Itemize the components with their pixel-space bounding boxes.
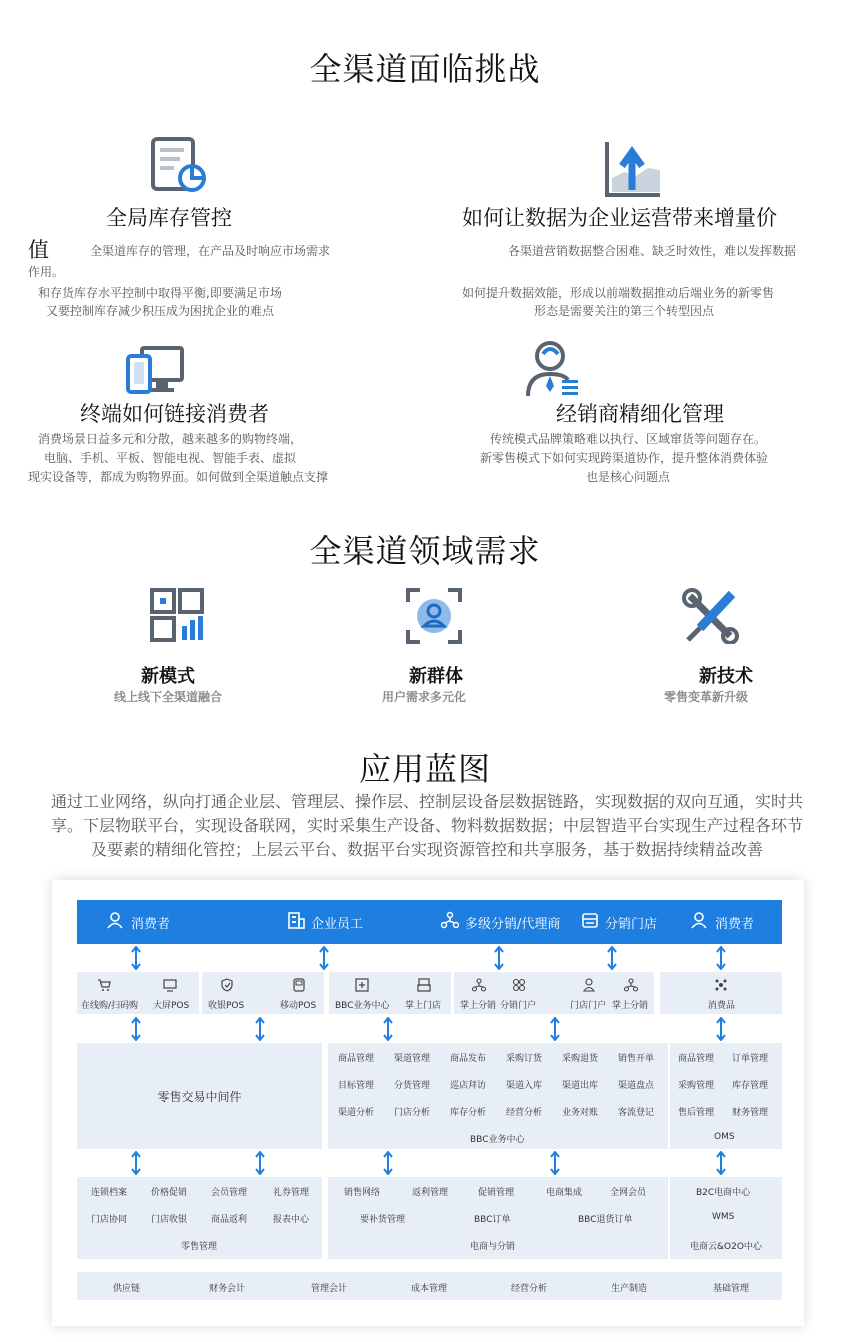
challenge-desc-1-line3: 和存货库存水平控制中取得平衡,即要满足市场 [38, 286, 282, 300]
challenge-desc-3-line1: 消费场景日益多元和分散，越来越多的购物终端， [38, 432, 303, 446]
bbc-cell: 业务对账 [562, 1108, 599, 1118]
topbar-consumer-2: 消费者 [691, 900, 754, 944]
blueprint-title: 应用蓝图 [358, 750, 491, 788]
b2c-box [670, 1177, 782, 1259]
double-arrow-icon [716, 946, 726, 970]
channel-box-2 [202, 972, 324, 1014]
oms-cell: 采购管理 [678, 1081, 715, 1091]
retail-mgmt-box [77, 1177, 322, 1259]
retail-cell: 门店协同 [91, 1215, 128, 1225]
channel-box-4 [454, 972, 654, 1014]
domain-title: 全渠道领域需求 [309, 532, 541, 570]
channel-store-portal-label: 门店门户 [570, 1001, 607, 1011]
cart-icon [97, 978, 111, 995]
cluster-icon [714, 978, 728, 995]
b2c-cell: WMS [712, 1212, 735, 1222]
user-scan-icon [406, 588, 462, 648]
ecom-dist-box [328, 1177, 668, 1259]
ecom-cell: 销售网络 [344, 1188, 381, 1198]
challenge-title-1: 全局库存管控 [106, 206, 232, 230]
channel-pocket-dist-2-label: 掌上分销 [612, 1001, 649, 1011]
challenge-desc-2-line1: 各渠道营销数据整合困难、缺乏时效性，难以发挥数据 [508, 244, 797, 258]
building-icon [287, 911, 305, 933]
double-arrow-icon [550, 1017, 560, 1041]
bbc-cell: 分货管理 [394, 1081, 431, 1091]
bbc-cell: 渠道盘点 [618, 1081, 655, 1091]
oms-cell: 库存管理 [732, 1081, 769, 1091]
b2c-cell: B2C电商中心 [696, 1188, 751, 1198]
foundation-cell: 成本管理 [411, 1284, 448, 1294]
double-arrow-icon [383, 1017, 393, 1041]
bbc-cell: 渠道出库 [562, 1081, 599, 1091]
double-arrow-icon [255, 1017, 265, 1041]
double-arrow-icon [131, 1017, 141, 1041]
retail-cell: 礼券管理 [273, 1188, 310, 1198]
b2c-cell: 电商云&O2O中心 [690, 1242, 762, 1252]
challenge-desc-1-line2: 作用。 [28, 265, 65, 279]
double-arrow-icon [319, 946, 329, 970]
foundation-cell: 生产制造 [611, 1284, 648, 1294]
challenge-desc-3-line3: 现实设备等，都成为购物界面。如何做到全渠道触点支撑 [28, 470, 329, 484]
intro-line-1: 通过工业网络，纵向打通企业层、管理层、操作层、控制层设备层数据链路，实现数据的双向互通，实时共 [50, 792, 803, 811]
double-arrow-icon [255, 1151, 265, 1175]
plus-box-icon [355, 978, 369, 995]
blueprint-topbar [77, 900, 782, 944]
channel-dist-portal-label: 分销门户 [500, 1001, 537, 1011]
feature-title-3: 新技术 [699, 666, 753, 687]
challenge-desc-2-line2: 如何提升数据效能，形成以前端数据推动后端业务的新零售 [462, 286, 775, 300]
challenges-title: 全渠道面临挑战 [309, 50, 541, 88]
double-arrow-icon [716, 1017, 726, 1041]
oms-label: OMS [714, 1132, 735, 1142]
bbc-cell: 采购退货 [562, 1054, 599, 1064]
monitor-icon [163, 978, 177, 995]
foundation-cell: 财务会计 [209, 1284, 246, 1294]
topbar-employee: 企业员工 [287, 900, 363, 944]
challenge-desc-1-line4: 又要控制库存减少积压成为困扰企业的难点 [46, 304, 275, 318]
person-icon [582, 978, 596, 995]
challenge-desc-1-line1: 全渠道库存的管理，在产品及时响应市场需求 [90, 244, 331, 258]
devices-icon [126, 346, 184, 398]
retail-cell: 连锁档案 [91, 1188, 128, 1198]
challenge-title-3: 终端如何链接消费者 [80, 402, 269, 426]
network-icon [441, 911, 459, 933]
user-icon [691, 911, 709, 933]
double-arrow-icon [494, 946, 504, 970]
topbar-store: 分销门店 [581, 900, 657, 944]
bbc-cell: 经营分析 [506, 1108, 543, 1118]
oms-cell: 订单管理 [732, 1054, 769, 1064]
bbc-cell: 客流登记 [618, 1108, 655, 1118]
retail-mgmt-label: 零售管理 [181, 1242, 218, 1252]
channel-box-3 [329, 972, 451, 1014]
bbc-cell: 商品管理 [338, 1054, 375, 1064]
ecom-cell: 要补货管理 [360, 1215, 406, 1225]
oms-cell: 售后管理 [678, 1108, 715, 1118]
ecom-cell: BBC退货订单 [578, 1215, 633, 1225]
ecom-cell: 全网会员 [610, 1188, 647, 1198]
double-arrow-icon [383, 1151, 393, 1175]
bbc-cell: 巡店拜访 [450, 1081, 487, 1091]
double-arrow-icon [131, 1151, 141, 1175]
intro-line-2: 享。下层物联平台，实现设备联网，实时采集生产设备、物料数据数据；中层智造平台实现生产过程各环节 [50, 816, 803, 835]
challenge-desc-4-line2: 新零售模式下如何实现跨渠道协作，提升整体消费体验 [480, 451, 769, 465]
oms-cell: 财务管理 [732, 1108, 769, 1118]
challenge-title-2: 如何让数据为企业运营带来增量价 [462, 206, 777, 230]
device-icon [292, 978, 306, 995]
network-icon [624, 978, 638, 995]
bbc-cell: 商品发布 [450, 1054, 487, 1064]
channel-pocket-store-label: 掌上门店 [405, 1001, 442, 1011]
channel-consumer-goods-label: 消费品 [708, 1001, 736, 1011]
store-icon [581, 911, 599, 933]
channel-bigscreen-label: 大屏POS [153, 1001, 190, 1011]
channel-bbc-label: BBC业务中心 [335, 1001, 390, 1011]
shield-icon [220, 978, 234, 995]
bbc-cell: 渠道分析 [338, 1108, 375, 1118]
topbar-distributor: 多级分销/代理商 [441, 900, 560, 944]
bbc-center-box [328, 1043, 668, 1149]
challenge-desc-3-line2: 电脑、手机、平板、智能电视、智能手表、虚拟 [44, 451, 297, 465]
feature-title-2: 新群体 [409, 666, 463, 687]
double-arrow-icon [716, 1151, 726, 1175]
double-arrow-icon [131, 946, 141, 970]
register-icon [417, 978, 431, 995]
bbc-cell: 库存分析 [450, 1108, 487, 1118]
challenge-desc-2-line3: 形态是需要关注的第三个转型因点 [534, 304, 715, 318]
double-arrow-icon [550, 1151, 560, 1175]
ecom-dist-label: 电商与分销 [470, 1242, 516, 1252]
challenge-title-1-cont: 值 [28, 238, 49, 262]
bbc-cell: 目标管理 [338, 1081, 375, 1091]
retail-cell: 价格促销 [151, 1188, 188, 1198]
channel-mobile-label: 移动POS [280, 1001, 317, 1011]
retail-cell: 报表中心 [273, 1215, 310, 1225]
challenge-desc-4-line1: 传统模式品牌策略难以执行、区域窜货等问题存在。 [490, 432, 767, 446]
retail-cell: 商品返利 [211, 1215, 248, 1225]
bbc-cell: 渠道入库 [506, 1081, 543, 1091]
channel-box-1 [77, 972, 199, 1014]
feature-title-1: 新模式 [141, 666, 195, 687]
challenge-title-4: 经销商精细化管理 [556, 402, 724, 426]
bbc-cell: 采购订货 [506, 1054, 543, 1064]
retail-cell: 门店收银 [151, 1215, 188, 1225]
dealer-person-icon [524, 340, 580, 402]
channel-cashier-label: 收银POS [208, 1001, 245, 1011]
middleware-box [77, 1043, 322, 1149]
inventory-icon [150, 136, 210, 200]
oms-cell: 商品管理 [678, 1054, 715, 1064]
middleware-label: 零售交易中间件 [157, 1089, 242, 1104]
feature-sub-1: 线上线下全渠道融合 [113, 690, 222, 704]
topbar-consumer-1: 消费者 [107, 900, 170, 944]
foundation-cell: 供应链 [113, 1284, 141, 1294]
double-arrow-icon [607, 946, 617, 970]
network-icon [472, 978, 486, 995]
ecom-cell: 电商集成 [546, 1188, 583, 1198]
user-icon [107, 911, 125, 933]
channel-pocket-dist-label: 掌上分销 [460, 1001, 497, 1011]
ecom-cell: 促销管理 [478, 1188, 515, 1198]
grid-mode-icon [150, 588, 206, 646]
bbc-cell: 销售开单 [618, 1054, 655, 1064]
intro-line-3: 及要素的精细化管控；上层云平台、数据平台实现资源管控和共享服务，基于数据持续精益改善 [90, 840, 763, 859]
bbc-cell: 渠道管理 [394, 1054, 431, 1064]
bbc-center-label: BBC业务中心 [470, 1135, 525, 1145]
foundation-cell: 基础管理 [713, 1284, 750, 1294]
tools-icon [682, 588, 740, 648]
feature-sub-3: 零售变革新升级 [663, 690, 748, 704]
foundation-cell: 经营分析 [511, 1284, 548, 1294]
growth-chart-icon [604, 142, 662, 202]
channel-box-5 [660, 972, 782, 1014]
hub-icon [512, 978, 526, 995]
challenge-desc-4-line3: 也是核心问题点 [586, 470, 671, 484]
foundation-cell: 管理会计 [311, 1284, 348, 1294]
channel-online-label: 在线购/扫码购 [81, 1001, 139, 1011]
foundation-bar [77, 1272, 782, 1300]
feature-sub-2: 用户需求多元化 [381, 690, 466, 704]
retail-cell: 会员管理 [211, 1188, 248, 1198]
oms-box [670, 1043, 782, 1149]
ecom-cell: BBC订单 [474, 1215, 511, 1225]
bbc-cell: 门店分析 [394, 1108, 431, 1118]
ecom-cell: 返利管理 [412, 1188, 449, 1198]
